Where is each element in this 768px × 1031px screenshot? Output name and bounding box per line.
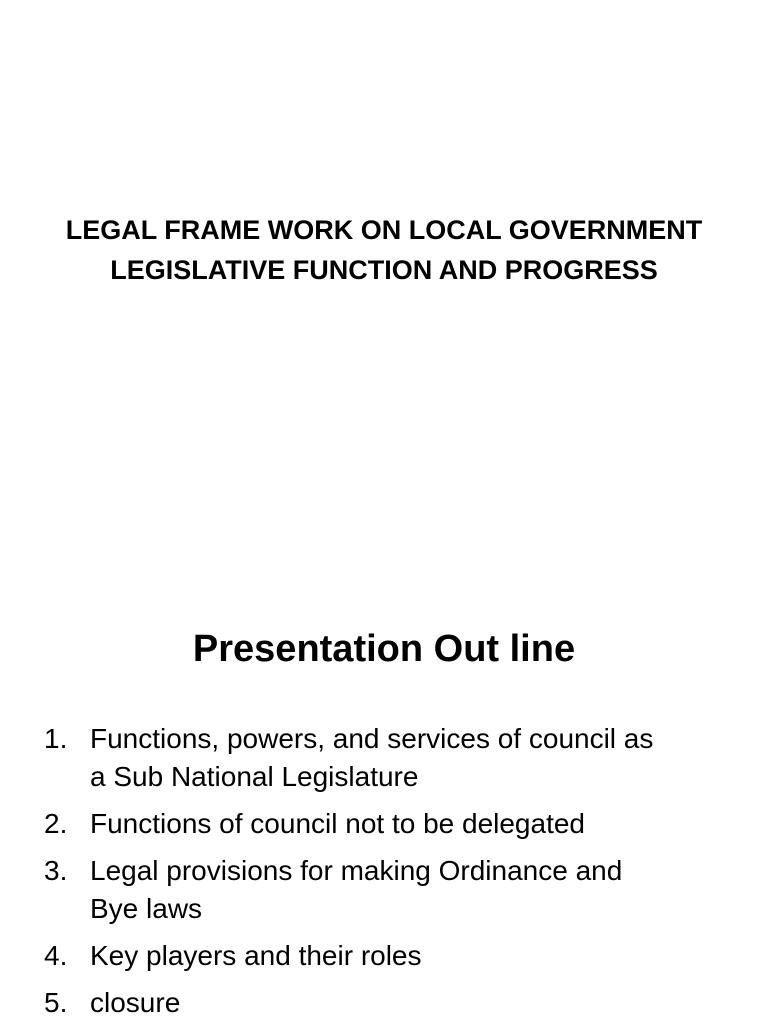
outline-item-4 — [44, 937, 744, 975]
outline-item-3 — [44, 852, 744, 928]
outline-item-text: Functions, powers, and services of council as — [90, 723, 654, 754]
outline-item-text: Bye laws — [90, 893, 203, 924]
outline-item-text: a Sub National Legislature — [90, 761, 419, 792]
outline-slide — [0, 576, 768, 1024]
outline-item-number: 4. — [44, 940, 68, 971]
outline-item-number: 1. — [44, 723, 68, 754]
slide-title-line-2: LEGISLATIVE FUNCTION AND PROGRESS — [110, 255, 658, 285]
outline-item-number: 3. — [44, 855, 68, 886]
outline-item-text: Functions of council not to be delegated — [90, 808, 586, 839]
outline-item-number: 5. — [44, 987, 68, 1018]
slide-title-line-1: LEGAL FRAME WORK ON LOCAL GOVERNMENT — [65, 215, 703, 245]
outline-item-text: Key players and their roles — [90, 940, 422, 971]
outline-item-text: closure — [90, 987, 181, 1018]
outline-item-text: Legal provisions for making Ordinance and — [90, 855, 623, 886]
outline-item-5 — [44, 984, 744, 1022]
outline-list — [44, 720, 744, 1031]
outline-item-2 — [44, 805, 744, 843]
outline-heading: Presentation Out line — [192, 628, 576, 670]
outline-item-1 — [44, 720, 744, 796]
outline-item-number: 2. — [44, 808, 68, 839]
slide-title — [0, 210, 768, 290]
